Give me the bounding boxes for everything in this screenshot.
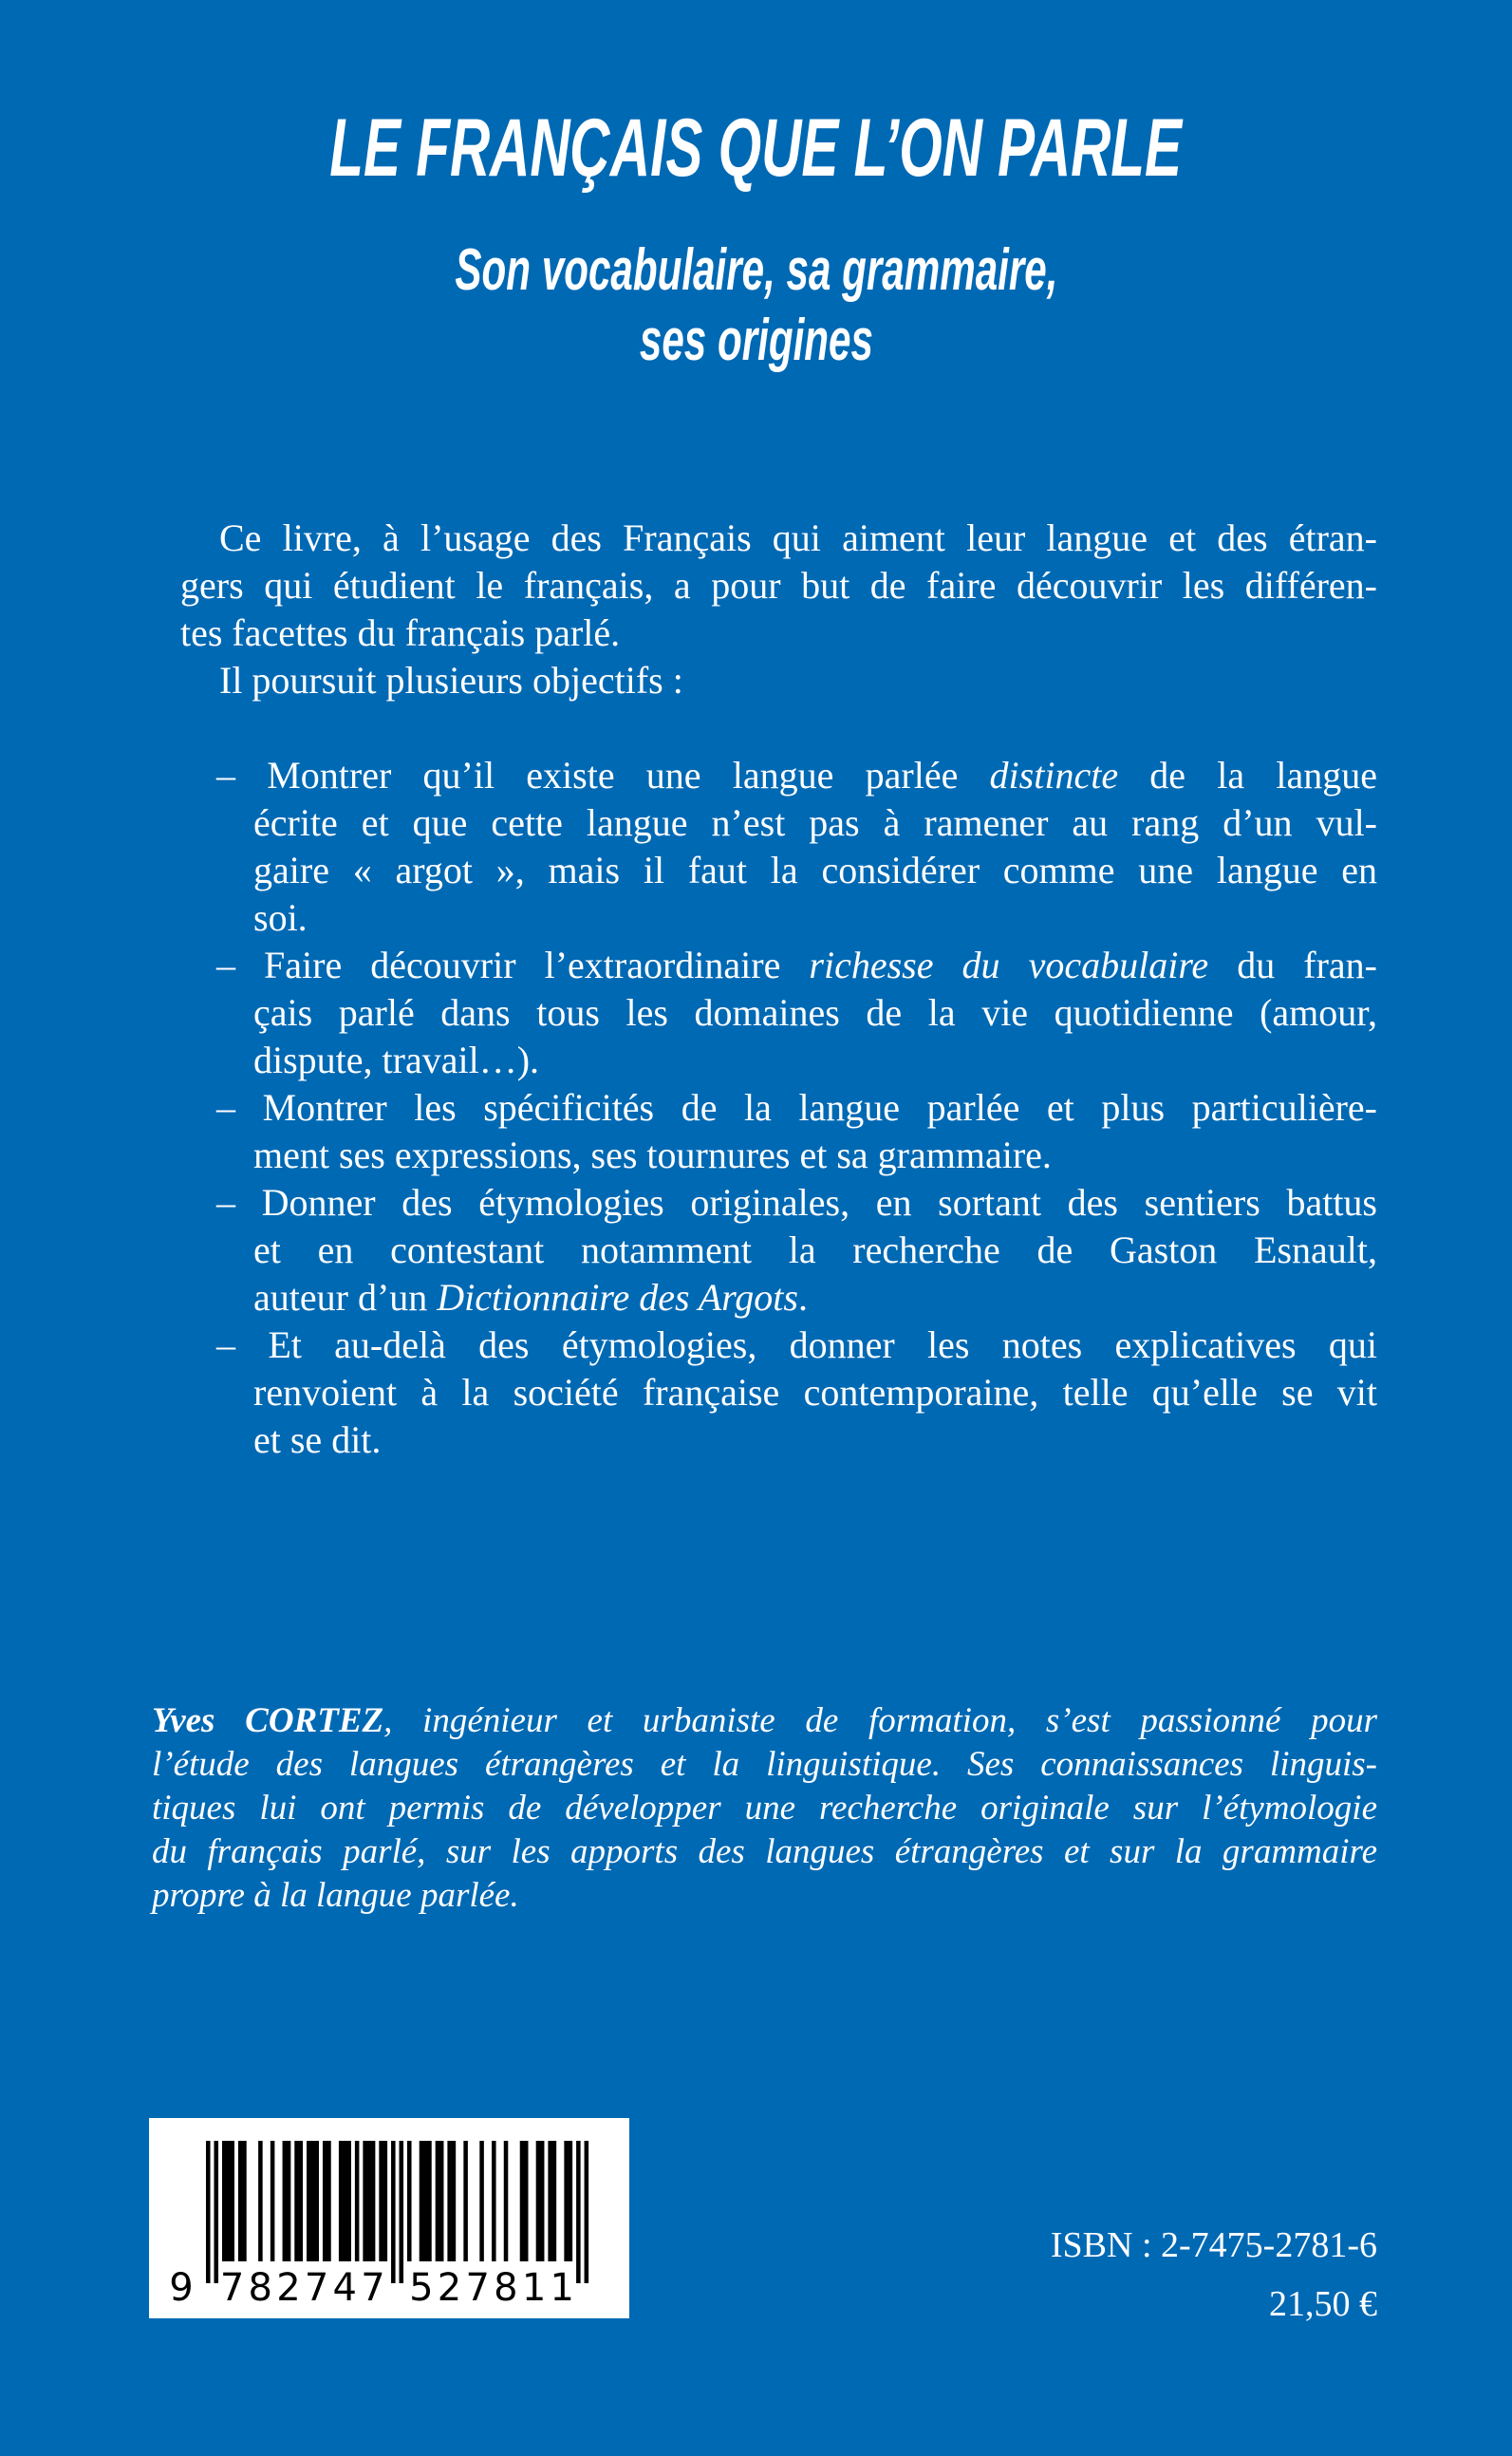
- barcode-bar: [447, 2141, 452, 2261]
- barcode-bar: [504, 2141, 509, 2261]
- barcode-bar: [552, 2141, 557, 2261]
- description-line: [180, 1179, 1377, 1227]
- description-line: [180, 562, 1377, 609]
- text-segment: renvoient à la société française contemporaine, telle qu’elle se vit: [253, 1371, 1377, 1414]
- barcode-digit: 8: [494, 2266, 518, 2310]
- text-segment: l’étude des langues étrangères et la linguistique. Ses connaissances linguis-: [152, 1745, 1377, 1784]
- description-line: [180, 657, 1377, 704]
- barcode-digit: 9: [169, 2266, 194, 2310]
- text-segment: écrite et que cette langue n’est pas à ramener au rang d’un vul-: [253, 801, 1377, 844]
- barcode-bar: [242, 2141, 247, 2261]
- barcode-bar: [258, 2141, 263, 2261]
- barcode-bar: [363, 2141, 367, 2261]
- barcode-digit: 5: [409, 2266, 434, 2310]
- description-line: [180, 515, 1377, 562]
- barcode-bar: [287, 2141, 291, 2261]
- author-line: [152, 1699, 1377, 1743]
- barcode-bar: [379, 2141, 383, 2261]
- text-segment: auteur d’un: [253, 1276, 438, 1319]
- barcode-bar: [222, 2141, 227, 2261]
- barcode-bar: [310, 2141, 315, 2261]
- barcode-bar: [323, 2141, 327, 2261]
- text-segment: – Donner des étymologies originales, en sortant des sentiers battus: [216, 1181, 1377, 1224]
- description-line: [180, 1132, 1377, 1179]
- barcode-bar: [294, 2141, 299, 2261]
- barcode-bar: [420, 2141, 424, 2261]
- author-bio: [152, 1699, 1377, 1918]
- barcode-digit: 7: [304, 2266, 329, 2310]
- barcode-bar: [520, 2141, 525, 2261]
- text-segment: tiques lui ont permis de développer une recherche originale sur l’étymologie: [152, 1789, 1377, 1828]
- isbn-text: ISBN : 2-7475-2781-6: [1050, 2225, 1377, 2265]
- barcode-bar: [346, 2141, 351, 2261]
- subtitle-line: Son vocabulaire, sa grammaire,: [454, 237, 1058, 303]
- book-subtitle: [0, 235, 1512, 376]
- barcode-digit: 7: [465, 2266, 490, 2310]
- text-segment: – Montrer les spécificités de la langue parlée et plus particulière-: [216, 1086, 1377, 1129]
- description-line: [180, 799, 1377, 847]
- barcode-digit: 2: [437, 2266, 462, 2310]
- barcode-bar: [452, 2141, 457, 2261]
- barcode-bar: [314, 2141, 319, 2261]
- text-segment: , ingénieur et urbaniste de formation, s’est passionné pour: [383, 1701, 1377, 1740]
- barcode-bar: [585, 2141, 589, 2283]
- barcode-digit: 1: [550, 2266, 574, 2310]
- text-segment: çais parlé dans tous les domaines de la vie quotidienne (amour,: [253, 991, 1377, 1034]
- description-line: [180, 894, 1377, 942]
- text-segment: propre à la langue parlée.: [152, 1876, 519, 1915]
- text-segment: ment ses expressions, ses tournures et sa grammaire.: [253, 1134, 1052, 1176]
- book-title-text: LE FRANÇAIS QUE L’ON PARLE: [329, 103, 1183, 194]
- text-segment: .: [798, 1276, 808, 1319]
- description-line: [180, 1416, 1377, 1464]
- text-segment: et en contestant notamment la recherche de Gaston Esnault,: [253, 1228, 1377, 1271]
- barcode-bar: [367, 2141, 372, 2261]
- barcode-bar: [548, 2141, 552, 2261]
- barcode-bar: [569, 2141, 573, 2261]
- barcode-bar: [230, 2141, 234, 2261]
- barcode-bar: [564, 2141, 569, 2261]
- description-line: [180, 1274, 1377, 1322]
- barcode-digit: 7: [361, 2266, 385, 2310]
- description-line: [180, 1037, 1377, 1084]
- barcode-bar: [524, 2141, 529, 2261]
- barcode-bar: [423, 2141, 428, 2261]
- barcode-digit: 4: [332, 2266, 358, 2310]
- barcode-bar: [339, 2141, 344, 2261]
- price-text: 21,50 €: [1269, 2284, 1377, 2324]
- subtitle-line: ses origines: [639, 308, 873, 373]
- description-line: [180, 1322, 1377, 1369]
- barcode-bar: [371, 2141, 376, 2261]
- description-line: [180, 609, 1377, 657]
- description-line: [180, 752, 1377, 799]
- barcode-bar: [238, 2141, 243, 2261]
- barcode-bar: [436, 2141, 440, 2261]
- barcode-bar: [283, 2141, 288, 2261]
- barcode-bar: [391, 2141, 396, 2283]
- description-line: [180, 1227, 1377, 1274]
- barcode-bar: [307, 2141, 311, 2261]
- description-line: [180, 847, 1377, 894]
- barcode-bar: [327, 2141, 331, 2261]
- barcode-bar: [492, 2141, 496, 2261]
- barcode: [149, 2118, 629, 2318]
- text-segment: – Faire découvrir l’extraordinaire: [216, 944, 810, 986]
- barcode-bar: [400, 2141, 404, 2283]
- author-name: Yves CORTEZ: [152, 1701, 384, 1740]
- barcode-bar: [383, 2141, 388, 2261]
- barcode-bar: [206, 2141, 211, 2283]
- barcode-bar: [355, 2141, 360, 2261]
- text-segment: du français parlé, sur les apports des langues étrangères et sur la grammaire: [152, 1832, 1377, 1871]
- barcode-bar: [271, 2141, 275, 2261]
- barcode-bar: [214, 2141, 218, 2283]
- book-description: [180, 515, 1377, 1464]
- author-line: [152, 1743, 1377, 1787]
- barcode-digit: 7: [219, 2266, 245, 2310]
- barcode-bar: [226, 2141, 231, 2261]
- text-segment: soi.: [253, 896, 308, 939]
- barcode-bar: [439, 2141, 444, 2261]
- barcode-digit: 8: [248, 2266, 272, 2310]
- text-segment: tes facettes du français parlé.: [180, 611, 621, 654]
- barcode-bar: [479, 2141, 484, 2261]
- barcode-bar: [343, 2141, 347, 2261]
- description-line: [180, 989, 1377, 1037]
- barcode-bar: [540, 2141, 545, 2261]
- author-line: [152, 1830, 1377, 1874]
- barcode-bar: [463, 2141, 468, 2261]
- italic-text: distincte: [989, 754, 1119, 797]
- barcode-digit: 1: [521, 2266, 547, 2310]
- barcode-bar: [299, 2141, 304, 2261]
- author-line: [152, 1787, 1377, 1830]
- text-segment: et se dit.: [253, 1418, 382, 1461]
- text-segment: dispute, travail…).: [253, 1039, 540, 1081]
- italic-text: Dictionnaire des Argots: [437, 1276, 798, 1319]
- text-segment: gaire « argot », mais il faut la considérer comme une langue en: [253, 849, 1377, 891]
- barcode-bar: [536, 2141, 541, 2261]
- barcode-digit: 2: [276, 2266, 301, 2310]
- barcode-bar: [576, 2141, 581, 2283]
- text-segment: de la langue: [1118, 754, 1377, 797]
- description-line: [180, 1084, 1377, 1132]
- text-segment: du fran-: [1208, 944, 1377, 986]
- author-line: [152, 1874, 1377, 1918]
- text-segment: – Montrer qu’il existe une langue parlée: [216, 754, 990, 797]
- text-segment: gers qui étudient le français, a pour but de faire découvrir les différen-: [180, 564, 1377, 607]
- ean13-barcode: [149, 2118, 629, 2318]
- description-line: [180, 1369, 1377, 1416]
- text-segment: – Et au-delà des étymologies, donner les notes explicatives qui: [216, 1323, 1377, 1366]
- text-segment: Il poursuit plusieurs objectifs :: [219, 659, 683, 702]
- text-segment: Ce livre, à l’usage des Français qui aiment leur langue et des étran-: [219, 516, 1377, 559]
- barcode-bar: [427, 2141, 432, 2261]
- barcode-bar: [407, 2141, 412, 2261]
- italic-text: richesse du vocabulaire: [809, 944, 1209, 986]
- description-line: [180, 942, 1377, 989]
- book-title: [0, 103, 1512, 194]
